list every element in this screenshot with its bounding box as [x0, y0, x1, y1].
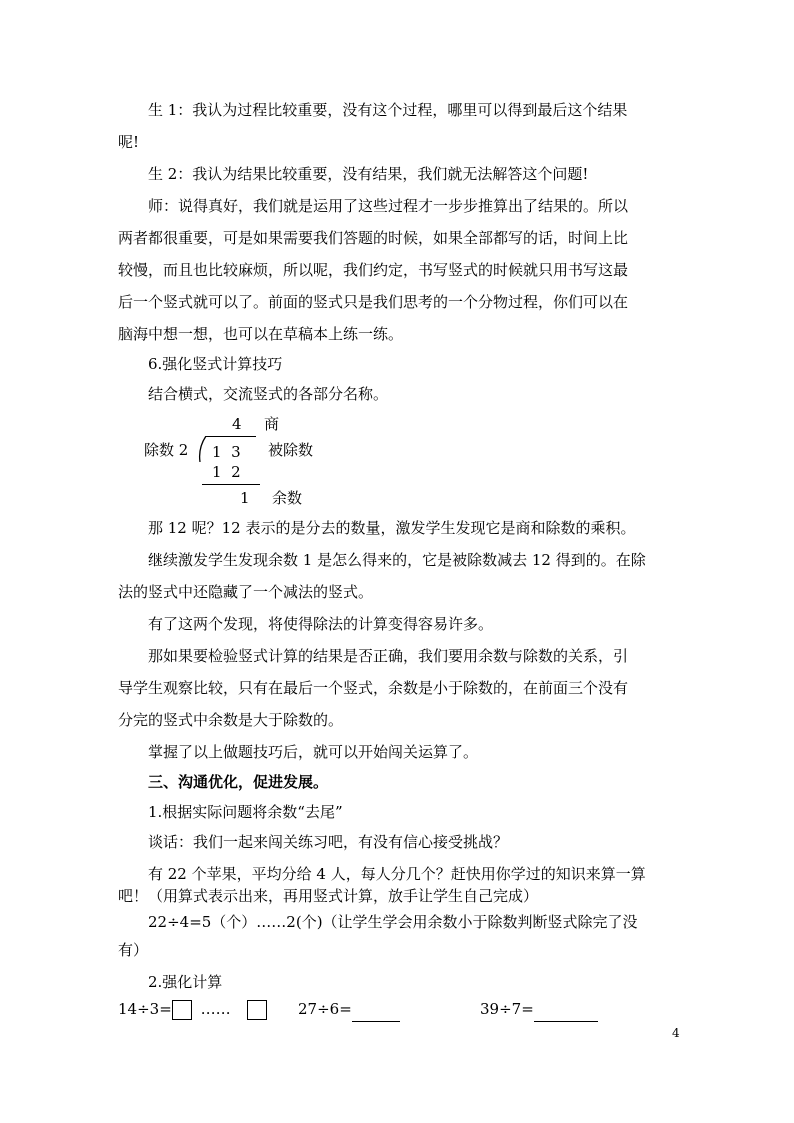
subsection-heading: 2.强化计算 — [148, 973, 223, 991]
calc-expression: 39÷7= — [480, 1000, 534, 1018]
paragraph: 那如果要检验竖式计算的结果是否正确，我们要用余数与除数的关系，引 — [148, 647, 629, 665]
paragraph: 掌握了以上做题技巧后，就可以开始闯关运算了。 — [148, 743, 479, 761]
paragraph: 谈话：我们一起来闯关练习吧，有没有信心接受挑战？ — [148, 833, 509, 851]
paragraph: 结合横式，交流竖式的各部分名称。 — [148, 385, 389, 403]
paragraph: 呢! — [118, 133, 140, 151]
remainder: 1 — [240, 489, 250, 507]
paragraph: 那 12 呢？12 表示的是分去的数量，激发学生发现它是商和除数的乘积。 — [148, 519, 636, 537]
paragraph: 分完的竖式中余数是大于除数的。 — [118, 711, 344, 729]
remainder-label: 余数 — [272, 489, 303, 507]
remainder-box[interactable] — [247, 1000, 267, 1020]
calc-question-3 — [480, 996, 598, 1022]
paragraph: 生 2：我认为结果比较重要，没有结果，我们就无法解答这个问题! — [148, 165, 589, 183]
answer-blank[interactable] — [534, 1005, 598, 1022]
subtraction-line — [202, 484, 260, 485]
quotient-label: 商 — [264, 415, 280, 433]
subsection-heading: 1.根据实际问题将余数“去尾” — [148, 803, 343, 821]
paragraph: 后一个竖式就可以了。前面的竖式只是我们思考的一个分物过程，你们可以在 — [118, 293, 629, 311]
calc-dots: …… — [200, 1000, 231, 1018]
paragraph: 22÷4=5（个）……2(个)（让学生学会用余数小于除数判断竖式除完了没 — [148, 913, 638, 931]
calc-question-1 — [118, 996, 267, 1022]
calc-question-2 — [298, 996, 400, 1022]
paragraph: 吧！（用算式表示出来，再用竖式计算，放手让学生自己完成） — [118, 887, 539, 905]
paragraph: 生 1：我认为过程比较重要，没有这个过程，哪里可以得到最后这个结果 — [148, 101, 628, 119]
paragraph: 师：说得真好，我们就是运用了这些过程才一步步推算出了结果的。所以 — [148, 197, 629, 215]
section-heading: 6.强化竖式计算技巧 — [148, 355, 283, 373]
paragraph: 继续激发学生发现余数 1 是怎么得来的，它是被除数减去 12 得到的。在除 — [148, 551, 646, 569]
paragraph: 有了这两个发现，将使得除法的计算变得容易许多。 — [148, 615, 494, 633]
quotient: 4 — [232, 415, 242, 433]
paragraph: 脑海中想一想，也可以在草稿本上练一练。 — [118, 325, 404, 343]
division-bar — [206, 436, 256, 437]
paragraph: 较慢，而且也比较麻烦，所以呢，我们约定，书写竖式的时候就只用书写这最 — [118, 261, 629, 279]
answer-box[interactable] — [172, 1000, 192, 1020]
dividend: 1 3 — [212, 443, 241, 461]
section-heading: 三、沟通优化，促进发展。 — [148, 773, 329, 791]
dividend-label: 被除数 — [268, 441, 314, 459]
divisor-label: 除数 2 — [144, 441, 189, 459]
paragraph: 两者都很重要，可是如果需要我们答题的时候，如果全部都写的话，时间上比 — [118, 229, 629, 247]
answer-blank[interactable] — [352, 1005, 400, 1022]
calc-expression: 14÷3= — [118, 1000, 172, 1018]
paragraph: 有 22 个苹果，平均分给 4 人，每人分几个？赶快用你学过的知识来算一算 — [148, 865, 646, 883]
paragraph: 有） — [118, 941, 149, 959]
product: 1 2 — [212, 463, 241, 481]
paragraph: 法的竖式中还隐藏了一个减法的竖式。 — [118, 583, 374, 601]
page-number: 4 — [672, 1026, 680, 1040]
calc-expression: 27÷6= — [298, 1000, 352, 1018]
paragraph: 导学生观察比较，只有在最后一个竖式，余数是小于除数的，在前面三个没有 — [118, 679, 629, 697]
division-bracket — [196, 436, 210, 462]
long-division-diagram — [140, 412, 440, 512]
